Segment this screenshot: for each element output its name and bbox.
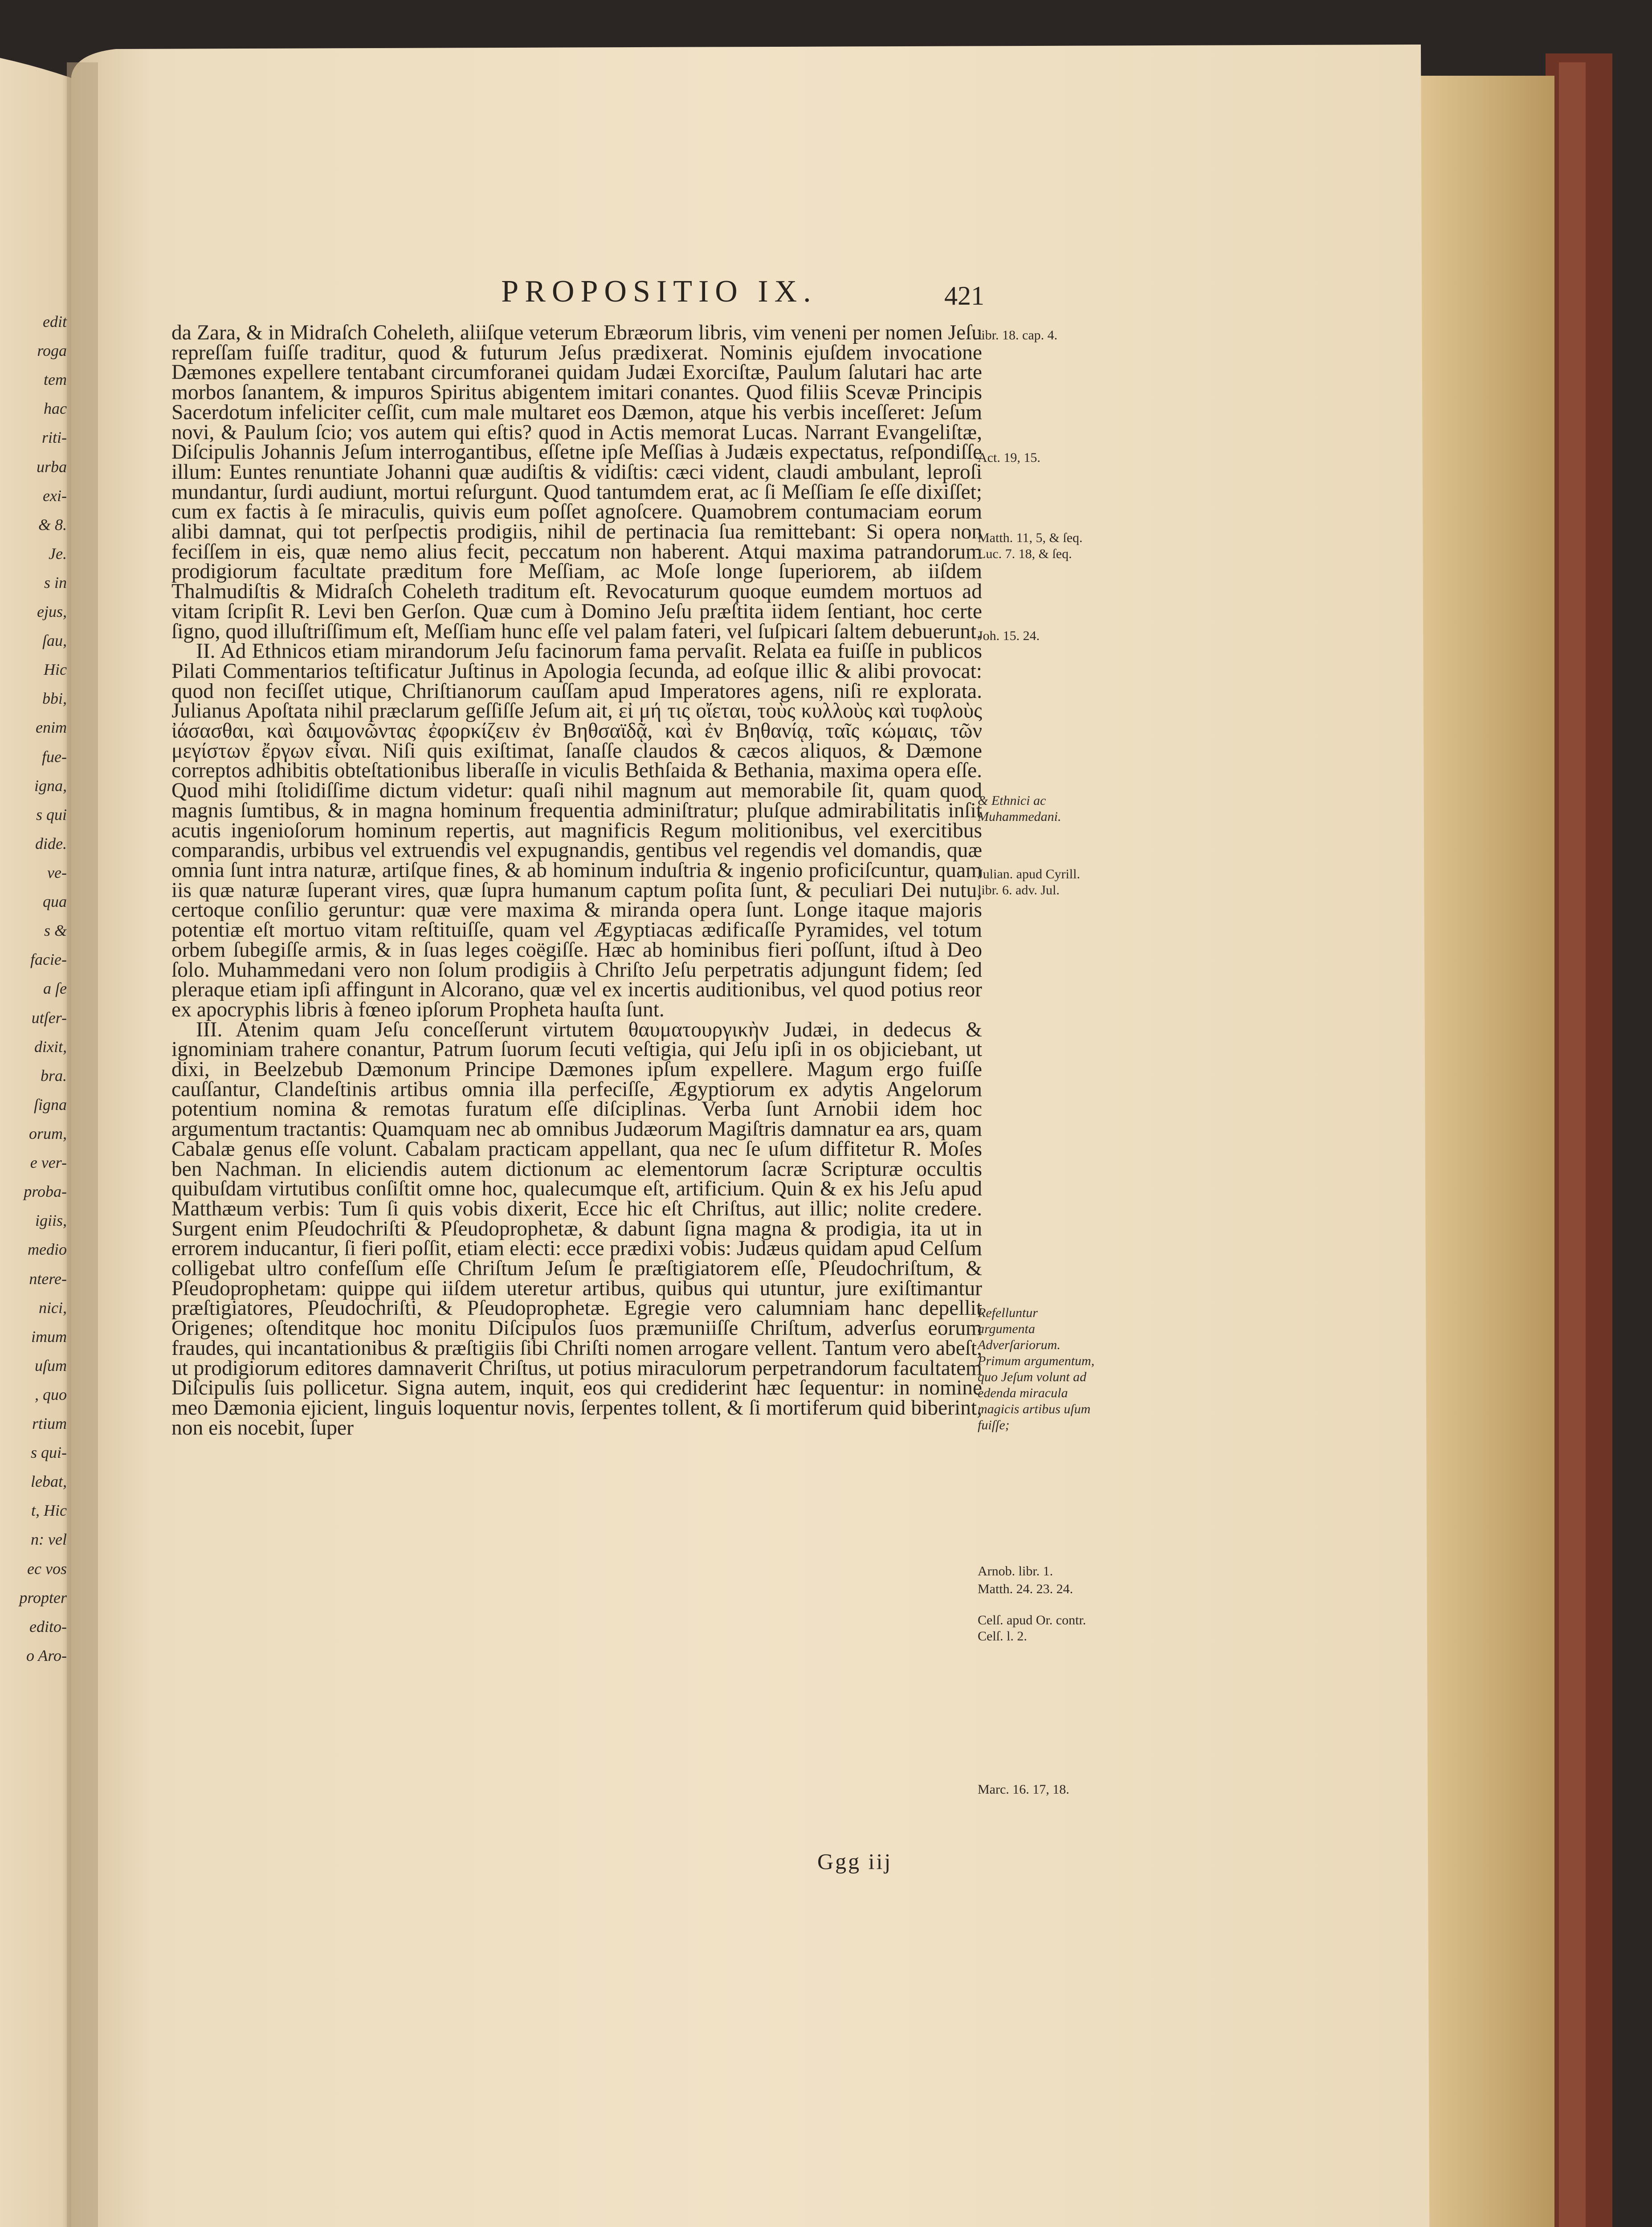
margin-note: Matth. 24. 23. 24. [978, 1582, 1073, 1596]
left-page-fragment: ſigna [33, 1095, 67, 1114]
left-page-fragment: edit [43, 313, 67, 330]
paragraph-1: da Zara, & in Midraſch Coheleth, aliiſque veterum Ebræorum libris, vim veneni per nomen Jeſu repreſſam fuiſſe traditur, quod & futurum Jeſus prædixerat. Nominis ejuſdem invocatione Dæmones expellere tentabant circumforanei quidam Judæi Exorciſtæ, Paulum ſalutari hac arte morbos ſanantem, & impuros Spiritus abigentem imitari conantes. Quod filiis Scevæ Principis Sacerdotum infeliciter ceſſit, cum male multaret eos Dæmon, atque his verbis inceſſeret: Jeſum novi, & Paulum ſcio; vos autem qui eſtis? quod in Actis memorat Lucas. Narrant Evangeliſtæ, Diſcipulis Johannis Jeſum interrogantibus, eſſetne ipſe Meſſias à Judæis expectatus, reſpondiſſe illum: Euntes renuntiate Johanni quæ audiſtis & vidiſtis: cæci vident, claudi ambulant, leproſi mundantur, ſurdi audiunt, mortui reſurgunt. Quod tantumdem erat, ac ſi Meſſiam ſe eſſe dixiſſet; cum ex factis à ſe miraculis, quivis eum poſſet agnoſcere. Quamobrem contumaciam eorum alibi damnat, qui tot perſpectis prodigiis, nihil de pertinacia ſua remittebant: Si opera non feciſſem in eis, quæ nemo alius fecit, peccatum non haberent. Atqui maxima patrandorum prodigiorum facultate præditum fore Meſſiam, ac Moſe longe ſuperiorem, ab iiſdem Thalmudiſtis & Midraſch Coheleth traditum eſt. Revocaturum quoque eumdem mortuos ad vitam ſcripſit R. Levi ben Gerſon. Quæ cum à Domino Jeſu præſtita iidem ſentiant, hoc certe ſigno, quod illuſtriſſimum eſt, Meſſiam hunc eſſe vel palam fateri, vel ſuſpicari ſaltem debuerunt. [171, 321, 982, 643]
left-page-fragment: urba [36, 457, 67, 476]
left-page-fragment: s qui [36, 805, 67, 824]
left-page-fragment: imum [31, 1327, 67, 1346]
left-page-fragment: proba- [24, 1183, 67, 1201]
margin-note: Celſ. apud Or. contr. Celſ. l. 2. [978, 1613, 1086, 1644]
margin-note: Refelluntur argumenta Adverſariorum. Primum argumentum, quo Jeſum volunt ad edenda miracula magicis artibus uſum fuiſſe; [978, 1305, 1095, 1432]
left-page-fragment: ec vos [27, 1559, 67, 1578]
left-page-fragment: dide. [35, 834, 67, 852]
left-page-fragment: roga [37, 342, 67, 360]
left-page-fragment: dixit, [34, 1037, 67, 1056]
margin-note: Marc. 16. 17, 18. [978, 1782, 1069, 1797]
margin-note: Matth. 11, 5, & ſeq. Luc. 7. 18, & ſeq. [978, 530, 1083, 561]
left-page-fragment: facie- [30, 950, 67, 969]
left-page-fragment: hac [44, 400, 67, 418]
left-page-fragment: enim [36, 718, 67, 737]
left-page-fragment: exi- [43, 486, 67, 505]
left-page-fragment: , quo [35, 1385, 67, 1403]
left-page-fragment: medio [28, 1240, 67, 1259]
margin-note: libr. 18. cap. 4. [978, 328, 1058, 343]
left-page-fragment: e ver- [30, 1154, 67, 1172]
left-page-fragment: tem [44, 371, 67, 389]
left-page-fragment: a ſe [43, 979, 67, 998]
margin-note: Joh. 15. 24. [978, 628, 1040, 643]
main-text [171, 323, 982, 1438]
left-page-fragment: propter [19, 1588, 67, 1607]
margin-note: & Ethnici ac Muhammedani. [978, 793, 1061, 824]
left-page-fragment: t, Hic [31, 1501, 67, 1520]
left-page-fragment: lebat, [31, 1472, 67, 1491]
left-page-fragment: s in [44, 573, 67, 591]
margin-note: Act. 19, 15. [978, 450, 1040, 465]
left-page-fragment: & 8. [38, 515, 67, 534]
page-number: 421 [944, 281, 984, 310]
margin-note: Arnob. libr. 1. [978, 1564, 1053, 1578]
left-page-fragment: o Aro- [26, 1646, 67, 1664]
left-page-fragment: nici, [39, 1298, 67, 1317]
paragraph-3: III. Atenim quam Jeſu conceſſerunt virtutem θαυματουργικὴν Judæi, in dedecus & ignominiam trahere conantur, Patrum ſuorum ſecuti veſtigia, qui Jeſu ipſi in os objiciebant, ut dixi, in Beelzebub Dæmonum Principe Dæmones ipſum expellere. Magum ergo fuiſſe cauſſantur, Clandeſtinis artibus omnia illa perfeciſſe, Ægyptiorum ex adytis Angelorum potentium nomina & remotas furatum eſſe diſciplinas. Verba ſunt Arnobii idem hoc argumentum tractantis: Quamquam nec ab omnibus Judæorum Magiſtris damnatur ea ars, quam Cabalæ genus eſſe volunt. Cabalam practicam appellant, qua nec ſe uſum diffitetur R. Moſes ben Nachman. In eliciendis autem dictionum ac elementorum ſacræ Scripturæ occultis quibuſdam virtutibus conſiſtit omne hoc, qualecumque eſt, artificium. Quin & ex his Jeſu apud Matthæum verbis: Tum ſi quis vobis dixerit, Ecce hic eſt Chriſtus, aut illic; nolite credere. Surgent enim Pſeudochriſti & Pſeudoprophetæ, & dabunt ſigna magna & prodigia, ita ut in errorem inducantur, ſi fieri poſſit, etiam electi: ecce prædixi vobis: Judæus quidam apud Celſum colligebat ultro confeſſum eſſe Chriſtum Jeſum ſe præſtigiatorem eſſe, Pſeudochriſtum, & Pſeudoprophetam: quippe qui iiſdem uteretur artibus, quibus qui utuntur, jure exiſtimantur præſtigiatores, Pſeudochriſti, & Pſeudoprophetæ. Egregie vero calumniam hanc depellit Origenes; oſtenditque hoc monitu Diſcipulos ſuos præmuniiſſe Chriſtum, adverſus eorum fraudes, qui incantationibus & præſtigiis ſibi Chriſti nomen arrogare vellent. Tantum vero abeſt, ut prodigiorum editores damnaverit Chriſtus, ut potius miraculorum perpetrandorum facultatem Diſcipulis ſuis pollicetur. Signa autem, inquit, eos qui crediderint hæc ſequentur: in nomine meo Dæmonia ejicient, linguis loquentur novis, ſerpentes tollent, & ſi mortiferum quid biberint, non eis nocebit, ſuper [171, 1018, 982, 1440]
signature-mark: Ggg iij [817, 1849, 893, 1874]
left-page-fragment: riti- [41, 428, 67, 447]
left-page-fragment: ntere- [29, 1269, 67, 1288]
paragraph-2: II. Ad Ethnicos etiam mirandorum Jeſu facinorum fama pervaſit. Relata ea fuiſſe in publicos Pilati Commentarios teſtificatur Juſtinus in Apologia ſecunda, ad eoſque illic & alibi provocat: quod non feciſſet utique, Chriſtianorum cauſſam apud Imperatores agens, niſi re explorata. Julianus Apoſtata nihil præclarum geſſiſſe Jeſum ait, εἰ μή τις οἴεται, τοὺς κυλλοὺς καὶ τυφλοὺς ἰάσασθαι, καὶ δαιμονῶντας ἐφορκίζειν ἐν Βηθσαϊδᾷ, καὶ ἐν Βηθανίᾳ, ταῖς κώμαις, τῶν μεγίστων ἔργων εἶναι. Niſi quis exiſtimat, ſanaſſe claudos & cæcos aliquos, & Dæmone correptos adhibitis obteſtationibus liberaſſe in viculis Bethſaida & Bethania, maxima opera eſſe. Quod mihi ſtolidiſſime dictum videtur: quaſi nihil magnum aut memorabile ſit, quam quod magnis ſumtibus, & in magna hominum frequentia adminiſtratur; pluſque admirabilitatis inſit acutis ingenioſorum hominum repertis, aut magnificis Regum molitionibus, vel exercitibus comparandis, urbibus vel extruendis vel expugnandis, gentibus vel regendis vel domandis, quæ omnia ſunt intra naturæ, artiſque fines, & ab hominum induſtria & ingenio proficiſcuntur, quam iis quæ naturæ ſuperant vires, quæ ſupra humanum captum poſita ſunt, & peculiari Dei nutu, certoque conſilio geruntur: quæ vere maxima & miranda opera ſunt. Longe itaque majoris potentiæ eſt mortuo vitam reſtituiſſe, quam vel Ægyptiacas ædificaſſe Pyramides, vel totum orbem ſubegiſſe armis, & in ſuas leges coëgiſſe. Hæc ab hominibus fieri poſſunt, iſtud à Deo ſolo. Muhammedani vero non ſolum prodigiis à Chriſto Jeſu perpetratis adjungunt fidem; ſed pleraque etiam ipſi affingunt in Alcorano, quæ vel ex incertis auditionibus, vel quod potius reor ex apocryphis libris à fœneo ipſorum Propheta hauſta ſunt. [171, 640, 982, 1021]
left-page-fragment: s & [44, 922, 67, 940]
left-page-fragment: bra. [40, 1066, 67, 1085]
left-page-fragment: Je. [49, 544, 67, 563]
left-page-fragment: orum, [29, 1124, 67, 1142]
left-page-fragment: uſum [35, 1356, 67, 1375]
left-page-fragment: rtium [32, 1415, 67, 1433]
left-page-fragment: n: vel [31, 1530, 67, 1549]
left-page-fragment: qua [43, 893, 67, 911]
left-page-fragment: igiis, [35, 1211, 67, 1230]
left-page-fragment: utſer- [31, 1008, 67, 1027]
left-page-fragment: ve- [47, 864, 67, 882]
left-page-fragment: Hic [44, 661, 67, 679]
left-page-fragment: fue- [42, 747, 67, 766]
left-page-fragment: igna, [34, 776, 67, 795]
running-title: PROPOSITIO IX. [501, 274, 817, 309]
left-page-fragment: ſau, [42, 632, 67, 650]
left-page-fragment: s qui- [31, 1444, 67, 1462]
margin-note: Julian. apud Cyrill. libr. 6. adv. Jul. [978, 867, 1080, 897]
left-page-fragment: bbi, [42, 689, 67, 708]
left-page-fragment: edito- [29, 1617, 67, 1636]
left-page-fragment: ejus, [37, 603, 67, 621]
